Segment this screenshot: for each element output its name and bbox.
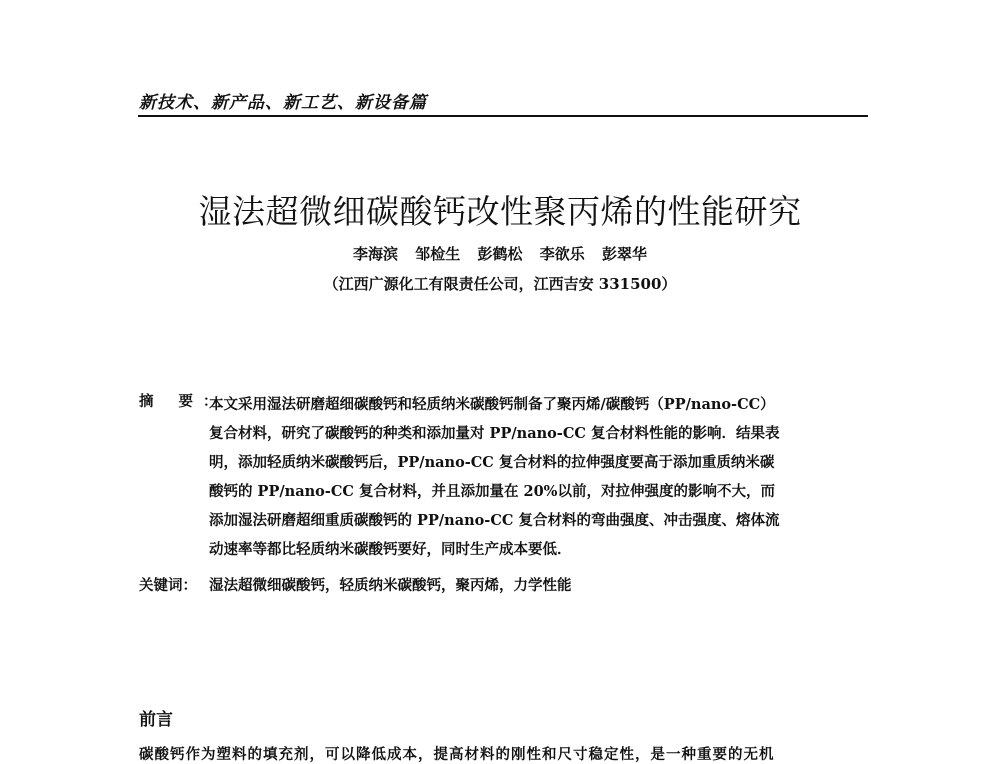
abstract-line: 明，添加轻质纳米碳酸钙后，PP/nano-CC 复合材料的拉伸强度要高于添加重质纳米碳 — [209, 454, 775, 471]
author: 李海滨 — [352, 245, 398, 263]
running-header: 新技术、新产品、新工艺、新设备篇 — [139, 93, 427, 113]
author: 彭鹤松 — [477, 245, 523, 263]
author: 邹检生 — [415, 245, 461, 263]
author-list — [0, 243, 1000, 264]
article-title: 湿法超微细碳酸钙改性聚丙烯的性能研究 — [198, 192, 802, 231]
abstract-line: 添加湿法研磨超细重质碳酸钙的 PP/nano-CC 复合材料的弯曲强度、冲击强度、熔体流 — [209, 512, 780, 529]
abstract-body — [209, 390, 779, 564]
affiliation: （江西广源化工有限责任公司，江西吉安 331500） — [323, 275, 677, 293]
abstract-line: 复合材料，研究了碳酸钙的种类和添加量对 PP/nano-CC 复合材料性能的影响．结果表 — [209, 425, 780, 442]
keywords — [139, 573, 572, 599]
abstract-line: 本文采用湿法研磨超细碳酸钙和轻质纳米碳酸钙制备了聚丙烯/碳酸钙（PP/nano-CC） — [209, 396, 775, 413]
section-heading: 前言 — [139, 710, 173, 730]
abstract-label: 摘 要： — [139, 393, 228, 410]
abstract-line: 酸钙的 PP/nano-CC 复合材料，并且添加量在 20%以前，对拉伸强度的影响不大，而 — [209, 483, 775, 500]
keywords-label: 关键词： — [139, 577, 197, 594]
header-rule — [138, 115, 868, 117]
author: 李欲乐 — [539, 245, 585, 263]
author: 彭翠华 — [601, 245, 647, 263]
body-text-line: 碳酸钙作为塑料的填充剂，可以降低成本，提高材料的刚性和尺寸稳定性，是一种重要的无机 — [139, 746, 775, 763]
abstract-line: 动速率等都比轻质纳米碳酸钙要好，同时生产成本要低． — [209, 541, 572, 558]
keywords-text: 湿法超微细碳酸钙，轻质纳米碳酸钙，聚丙烯，力学性能 — [209, 577, 572, 594]
